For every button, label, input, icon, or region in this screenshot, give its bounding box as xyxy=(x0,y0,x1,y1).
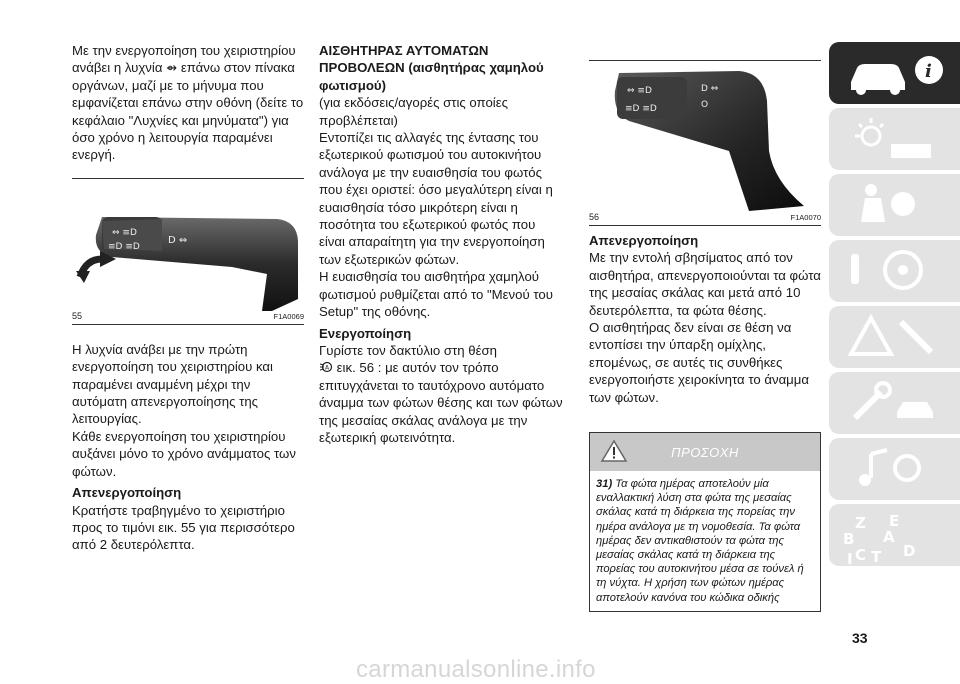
figure-55-number: 55 xyxy=(72,310,83,321)
lights-dashboard-icon xyxy=(841,114,951,164)
tab-letter-z: Z xyxy=(855,514,866,532)
paragraph-sensor-setup: Η ευαισθησία του αισθητήρα χαμηλού φωτισμού ρυθμίζεται από το "Μενού του Setup" της οθόνης. xyxy=(319,269,553,320)
tab-letter-c: C xyxy=(855,546,867,564)
tab-letter-e: E xyxy=(889,512,900,530)
tab-driving[interactable] xyxy=(829,240,960,302)
chapter-tabs xyxy=(829,42,960,570)
svg-text:≡D ≡D: ≡D ≡D xyxy=(108,241,140,252)
subtitle-versions: (για εκδόσεις/αγορές στις οποίες προβλέπεται) xyxy=(319,95,508,128)
stalk-illustration-56 xyxy=(589,61,821,212)
figure-56 xyxy=(589,61,821,212)
warning-body xyxy=(590,471,820,611)
warning-title: ΠΡΟΣΟΧΗ xyxy=(671,445,739,461)
tab-letter-a: A xyxy=(883,528,895,546)
svg-text:D ⇔: D ⇔ xyxy=(168,234,188,246)
alphabet-index-icon xyxy=(841,510,951,568)
figure-55-caption xyxy=(72,311,304,322)
warning-header xyxy=(590,433,820,471)
svg-text:O: O xyxy=(701,100,709,110)
tab-letter-d: D xyxy=(903,542,916,560)
column-3 xyxy=(589,42,821,612)
paragraph-lamp: Η λυχνία ανάβει με την πρώτη ενεργοποίηση του χειριστηρίου και παραμένει αναμμένη μέχρι την αυτόματη απενεργοποίησης της λειτουργίας. xyxy=(72,341,273,427)
heading-deactivation: Απενεργοποίηση xyxy=(72,485,182,501)
svg-text:i: i xyxy=(925,61,932,82)
watermark: carmanualsonline.info xyxy=(356,656,596,683)
warning-tools-icon xyxy=(841,312,951,362)
tab-index[interactable] xyxy=(829,504,960,566)
figure-bottom-rule xyxy=(72,324,304,325)
tab-car-info[interactable] xyxy=(829,42,960,104)
tab-safety[interactable] xyxy=(829,174,960,236)
warning-text: Τα φώτα ημέρας αποτελούν μία εναλλακτική λύση στα φώτα της μεσαίας σκάλας κατά τη διάρκεια της πορείας την ημέρα ανάλογα με τη νομοθεσία. Τα φώτα ημέρας δεν αντικαθιστούν τα φώτα της μεσαίας σκάλας κατά τη διάρκεια της πορείας του αυτοκινήτου μέσα σε τούνελ ή τη νύχτα. Η χρήση των φώτων ημέρας αποτελούν κανόνα του κώδικα οδικής xyxy=(596,478,804,604)
paragraph-activation: Κάθε ενεργοποίηση του χειριστηρίου αυξάνει μόνο το χρόνο ανάμματος των φώτων. xyxy=(72,428,296,479)
tab-lights[interactable] xyxy=(829,108,960,170)
svg-text:D ⇔: D ⇔ xyxy=(701,84,719,94)
figure-56-caption xyxy=(589,212,821,223)
steering-wheel-icon xyxy=(841,246,951,296)
tab-letter-i: I xyxy=(847,550,853,568)
media-note-icon xyxy=(841,444,951,494)
page-number: 33 xyxy=(852,630,868,646)
figure-56-code: F1A0070 xyxy=(790,213,821,222)
heading-auto-lights-sensor: ΑΙΣΘΗΤΗΡΑΣ ΑΥΤΟΜΑΤΩΝ ΠΡΟΒΟΛΕΩΝ (αισθητήρας χαμηλού φωτισμού) xyxy=(319,43,544,93)
figure-56-number: 56 xyxy=(589,212,600,222)
wrench-car-icon xyxy=(841,378,951,428)
svg-text:A: A xyxy=(325,364,330,372)
paragraph-ring-position xyxy=(319,359,564,446)
tab-letter-t: T xyxy=(871,548,882,566)
tab-letter-b: B xyxy=(843,530,855,548)
paragraph-sensor-description: Εντοπίζει τις αλλαγές της έντασης του εξωτερικού φωτισμού του αυτοκινήτου ανάλογα με την ευαισθησία του φωτός που έχει οριστεί: όσο μεγαλύτερη είναι η ευαισθησία τόσο μικρότερη είναι η ποσότητα του εξωτερικού φωτός που είναι απαραίτητη για την ενεργοποίηση των εξωτερικών φώτων. xyxy=(319,130,553,267)
paragraph-ring-position-text: εικ. 56 : με αυτόν τον τρόπο επιτυγχάνεται το ταυτόχρονο αυτόματο άναμμα των φώτων θέσης και των φώτων της μεσαίας σκάλας ανάλογα με την εξωτερική φωτεινότητα. xyxy=(319,360,563,445)
paragraph-fog-note: Ο αισθητήρας δεν είναι σε θέση να εντοπίσει την ύπαρξη ομίχλης, επομένως, σε αυτές τις συνθήκες ενεργοποιήστε χειροκίνητα το άναμμα των φώτων. xyxy=(589,320,810,405)
auto-light-icon xyxy=(319,360,333,372)
airbag-seat-icon xyxy=(841,180,951,230)
column-2 xyxy=(319,42,564,446)
svg-text:≡D ≡D: ≡D ≡D xyxy=(625,104,657,114)
svg-text:⇔ ≡D: ⇔ ≡D xyxy=(112,227,137,238)
paragraph-ring-position-line: Γυρίστε τον δακτύλιο στη θέση xyxy=(319,342,497,358)
tab-emergency[interactable] xyxy=(829,306,960,368)
figure-55 xyxy=(72,179,304,311)
paragraph-deactivation: Κρατήστε τραβηγμένο το χειριστήριο προς το τιμόνι εικ. 55 για περισσότερο από 2 δευτερόλεπτα. xyxy=(72,502,295,553)
tab-multimedia[interactable] xyxy=(829,438,960,500)
intro-paragraph: Με την ενεργοποίηση του χειριστηρίου ανάβει η λυχνία ⇴ επάνω στον πίνακα οργάνων, μαζί με το μήνυμα που εμφανίζεται επάνω στην οθόνη (δείτε το κεφάλαιο "Λυχνίες και μηνύματα") για όσο χρόνο η λειτουργία παραμένει ενεργή. xyxy=(72,43,304,163)
tab-maintenance[interactable] xyxy=(829,372,960,434)
warning-box xyxy=(589,432,821,612)
svg-text:⇔ ≡D: ⇔ ≡D xyxy=(627,86,652,96)
stalk-illustration-55 xyxy=(72,179,304,311)
paragraph-sensor-off: Με την εντολή σβησίματος από τον αισθητήρα, απενεργοποιούνται τα φώτα της μεσαίας σκάλας και μετά από 10 δευτερόλεπτα, τα φώτα θέσης. xyxy=(589,250,821,318)
car-info-icon xyxy=(841,48,951,98)
warning-ref: 31) xyxy=(596,478,613,491)
heading-deactivation-sensor: Απενεργοποίηση xyxy=(589,233,699,248)
column-1 xyxy=(72,42,304,554)
figure-56-bottom-rule xyxy=(589,225,821,226)
heading-activation: Ενεργοποίηση xyxy=(319,325,412,341)
figure-55-code: F1A0069 xyxy=(273,311,304,321)
